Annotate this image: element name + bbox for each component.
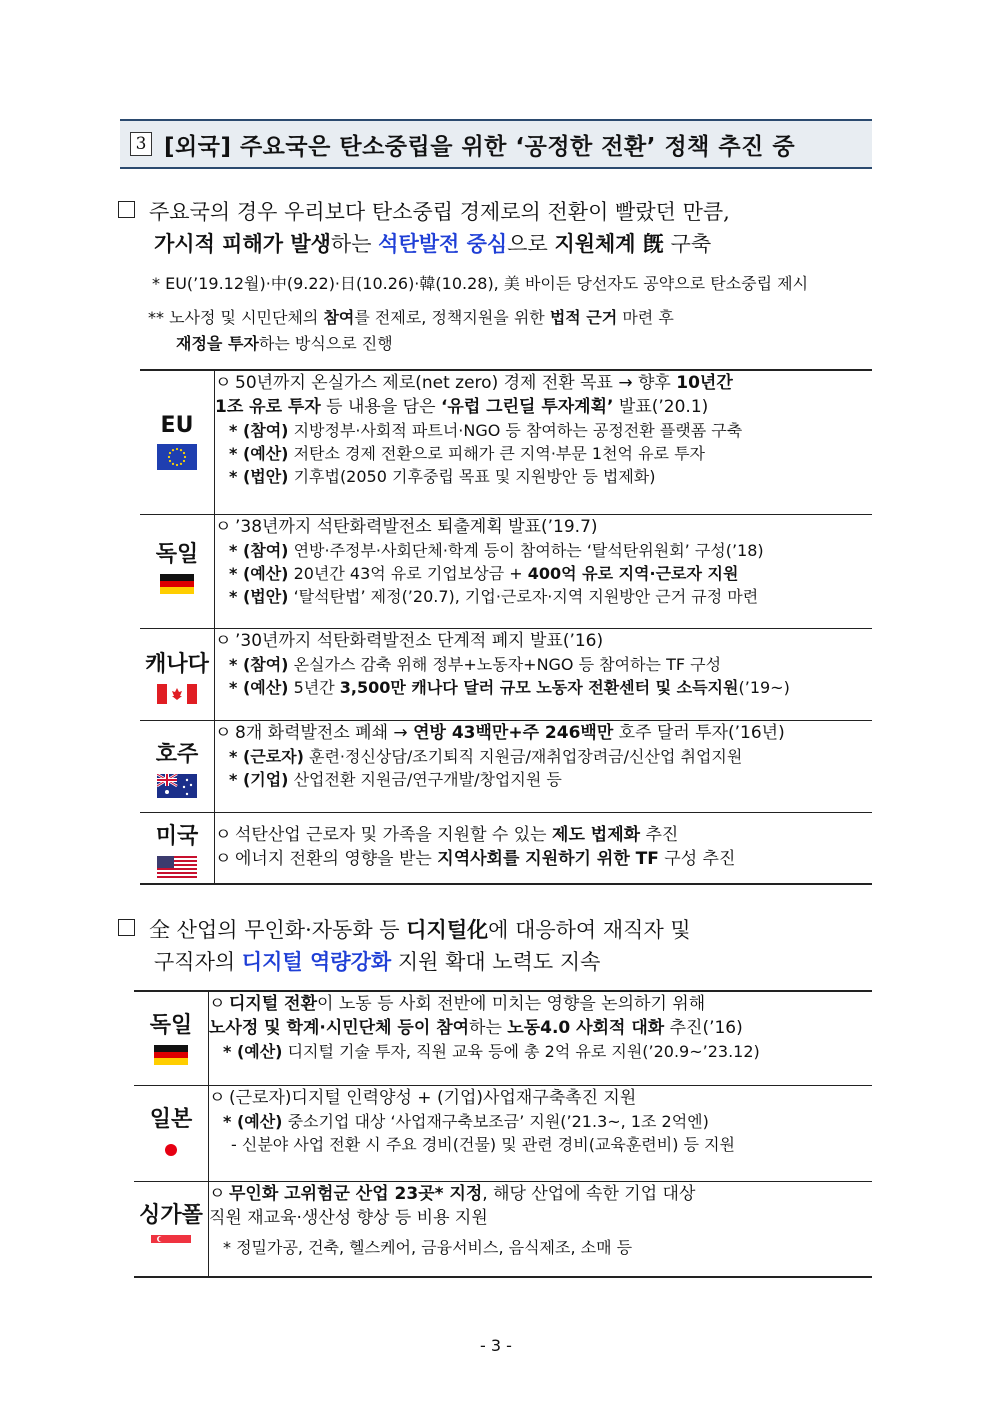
australia-flag-icon — [157, 774, 197, 798]
square-bullet-icon — [118, 201, 135, 218]
table-row-usa: 미국 ㅇ 석탄산업 근로자 및 가족을 지원할 수 있는 제도 법제화 추진 ㅇ 에너지 전환의 영향을 받는 지역사회를 지원하기 위한 TF 구성 추진 — [140, 812, 872, 884]
eu-flag-icon — [157, 444, 197, 470]
country-name: 캐나다 — [145, 651, 209, 677]
page-number: - 3 - — [480, 1336, 512, 1355]
usa-flag-icon — [157, 856, 197, 880]
country-name: 호주 — [155, 741, 199, 767]
singapore-flag-icon — [151, 1235, 191, 1251]
germany-flag-icon — [154, 1045, 188, 1065]
table-row-canada: 캐나다 ㅇ ’30년까지 석탄화력발전소 단계적 폐지 발표(’16) * (참여) 온실가스 감축 위해 정부+노동자+NGO 등 참여하는 TF 구성 * (예산) 5년간 3,500만 캐나다 달러 규모 노동자 전환센터 및 소득지원(’19~) — [140, 628, 872, 720]
country-name: 싱가폴 — [139, 1202, 203, 1228]
section-number: 3 — [130, 132, 152, 156]
germany-flag-icon — [160, 574, 194, 594]
section-title: [외국] 주요국은 탄소중립을 위한 ‘공정한 전환’ 정책 추진 중 — [164, 133, 796, 160]
paragraph-2: 全 산업의 무인화·자동화 등 디지털化에 대응하여 재직자 및 구직자의 디지털 역량강화 지원 확대 노력도 지속 — [118, 914, 878, 978]
policy-table-2 — [134, 990, 872, 1278]
country-name: 미국 — [155, 823, 199, 849]
table-row-eu: EU ㅇ 50년까지 온실가스 제로(net zero) 경제 전환 목표 → 향후 10년간 1조 유로 투자 등 내용을 담은 ‘유럽 그린딜 투자계획’ 발표(’20.1) * (참여) 지방정부·사회적 파트너·NGO 등 참여하는 공정전환 플랫폼 구축 * (예산) 저탄소 경제 전환으로 피해가 큰 지역·부문 1천억 유로 투자 * (법안) 기후법(2050 기후중립 목표 및 지원방안 등 법제화) — [140, 370, 872, 514]
section-title-box — [120, 119, 872, 169]
paragraph-1: 주요국의 경우 우리보다 탄소중립 경제로의 전환이 빨랐던 만큼, 가시적 피해가 발생하는 석탄발전 중심으로 지원체계 旣 구축 — [118, 196, 878, 260]
japan-flag-icon — [154, 1139, 188, 1161]
table-row-germany: 독일 ㅇ 디지털 전환이 노동 등 사회 전반에 미치는 영향을 논의하기 위해 노사정 및 학계·시민단체 등이 참여하는 노동4.0 사회적 대화 추진(’16) * (예산) 디지털 기술 투자, 직원 교육 등에 총 2억 유로 지원(’20.9~’23.12) — [134, 991, 872, 1085]
country-name: 독일 — [149, 1013, 193, 1038]
square-bullet-icon — [118, 919, 135, 936]
footnote-1: * EU(’19.12월)·中(9.22)·日(10.26)·韓(10.28), 美 바이든 당선자도 공약으로 탄소중립 제시 — [152, 274, 809, 293]
footnote-2: ** 노사정 및 시민단체의 참여를 전제로, 정책지원을 위한 법적 근거 마련 후 재정을 투자하는 방식으로 진행 — [148, 308, 674, 353]
table-row-australia: 호주 ㅇ 8개 화력발전소 폐쇄 → 연방 43백만+주 246백만 호주 달러 투자(’16년) * (근로자) 훈련·정신상담/조기퇴직 지원금/재취업장려금/신산업 취업지원 * (기업) 산업전환 지원금/연구개발/창업지원 등 — [140, 720, 872, 812]
canada-flag-icon — [157, 684, 197, 704]
country-name: 독일 — [155, 541, 199, 567]
table-row-singapore: 싱가폴 ㅇ 무인화 고위험군 산업 23곳* 지정, 해당 산업에 속한 기업 대상 직원 재교육·생산성 향상 등 비용 지원 * 정밀가공, 건축, 헬스케어, 금융서비스, 음식제조, 소매 등 — [134, 1181, 872, 1277]
country-name: 일본 — [149, 1106, 193, 1132]
country-name: EU — [160, 413, 194, 438]
table-row-germany: 독일 ㅇ ’38년까지 석탄화력발전소 퇴출계획 발표(’19.7) * (참여) 연방·주정부·사회단체·학계 등이 참여하는 ‘탈석탄위원회’ 구성(’18) * (예산) 20년간 43억 유로 기업보상금 + 400억 유로 지역·근로자 지원 * (법안) ‘탈석탄법’ 제정(’20.7), 기업·근로자·지역 지원방안 근거 규정 마련 — [140, 514, 872, 628]
policy-table-1 — [140, 369, 872, 885]
table-row-japan: 일본 ㅇ (근로자)디지털 인력양성 + (기업)사업재구축촉진 지원 * (예산) 중소기업 대상 ‘사업재구축보조금’ 지원(’21.3~, 1조 2억엔) - 신분야 사업 전환 시 주요 경비(건물) 및 관련 경비(교육훈련비) 등 지원 — [134, 1085, 872, 1181]
